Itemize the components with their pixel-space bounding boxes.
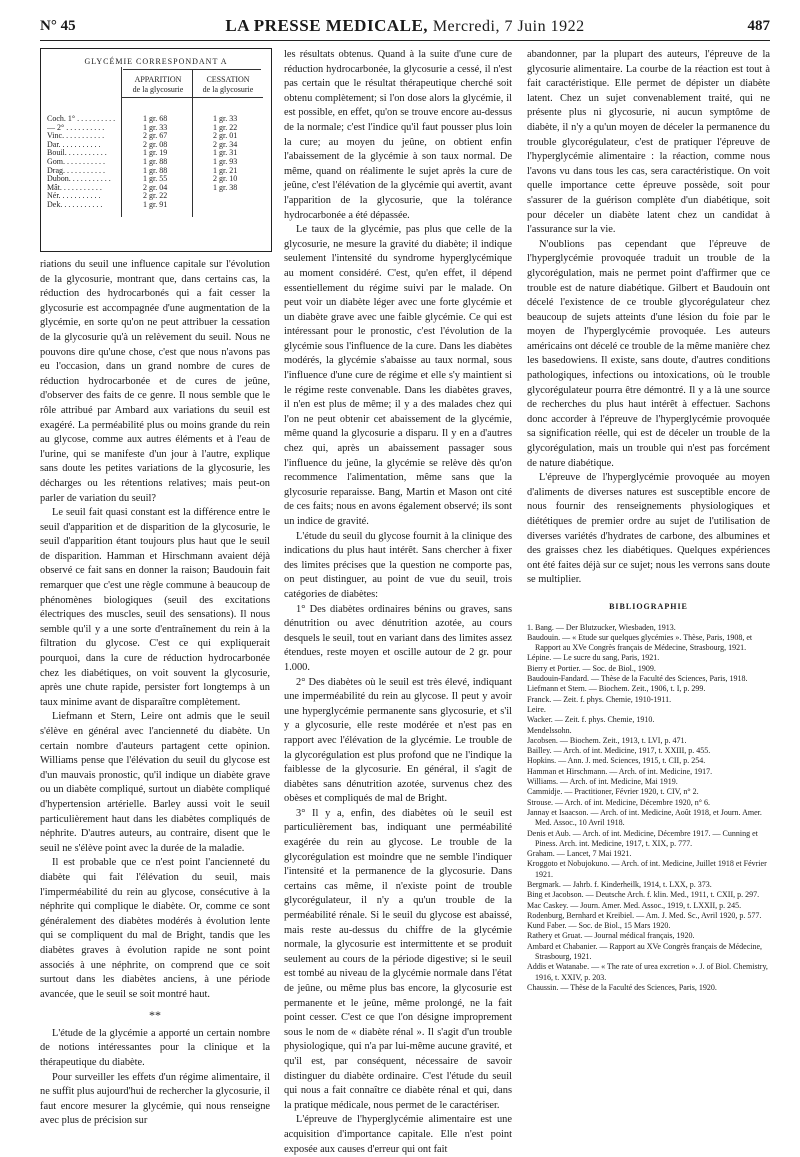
reference-item: Jacobsen. — Biochem. Zeit., 1913, t. LVI, p. 471. [527,735,687,745]
bibliography-title: BIBLIOGRAPHIE [609,601,688,611]
issue-number: N° 45 [40,18,76,34]
table-header-cessation: CESSATION de la glycosurie [202,75,254,94]
paragraph: L'épreuve de l'hyperglycémie alimentaire est une acquisition d'importance capitale. Elle n'est point exposée aux causes d'erreur qui ont fait [284,1114,512,1155]
patient-name: Bouil. . . . . . . . . . . [47,149,107,158]
paragraph: les résultats obtenus. Quand à la suite d'une cure de réduction hydrocarbonée, la glycosurie a cessé, il n'est pas certain que le résultat thérapeutique cherché soit obtenu complètement; si l'on dose alors la glycémie, il est possible, en effet, qu'on se trouve encore au-dessus de la normale; c'est l'indice qu'il faut pousser plus loin la cure; au moyen du jeûne, on obtient enfin l'abaissement de la glycémie à son taux normal. De même, quand on réalimente le sujet après la cure de jeûne, c'est l'élévation de la glycémie qui avertit, avant l'apparition de la glycosurie, que la tolérance hydrocarbonée a été dépassée. [284,49,512,221]
patient-name: Gom. . . . . . . . . . . [47,157,105,166]
cessation-value: 1 gr. 21 [213,165,238,175]
header-rule [40,40,770,41]
apparition-value: 1 gr. 19 [143,148,168,158]
reference-item: Graham. — Lancet, 7 Mai 1921. [527,849,632,859]
paragraph: Liefmann et Stern, Leire ont admis que le seuil s'élève en général avec l'ancienneté du diabète. Un certain nombre d'auteurs partagent cette opinion. Williams pense que l'élévation du seuil du glycose est d'un mauvais pronostic, qu'il indique un diabète grave ou un diabète compliqué, surtout un diabète compliqué d'hypertension artérielle. Barley aussi voit le seuil particulièrement haut dans les diabètes compliqués de néphrite. D'autres auteurs, au contraire, disent que le seuil ne s'élève point avec la durée de la maladie. [40,711,270,854]
paragraph: riations du seuil une influence capitale sur l'évolution de la glycosurie, montrant que, dans certains cas, la réduction des hydrocarbonés qui a fait cesser la glycosurie est accompagnée d'une augmentation de la glycémie, en sorte qu'on ne peut attribuer la cessation de la glycosurie qu'à un relèvement du seuil. Nous ne pouvons dire qu'une chose, c'est que nous n'avons pas eu l'occasion, dans un grand nombre de cures de réduction hydrocarbonée et de cures de jeûne, d'observer des faits de ce genre. Il nous semble que le rôle attribué par Ambard aux variations du seuil est exagéré. La perméabilité plus ou moins grande du rein au glycose, comme aux autres éléments et à l'eau de l'urine, qui se manifeste d'un jour à l'autre, explique sans doute les petites variations de la glycosurie, les décharges ou les rétentions relatives; mais peut-on parler de variation du seuil? [40,259,270,504]
paragraph: Le taux de la glycémie, pas plus que celle de la glycosurie, ne mesure la gravité du diabète; il indique seulement l'intensité du syndrome hyperglycémique au moment considéré. C'est, qu'en effet, il dépend essentiellement du régime suivi par le malade. On peut voir un diabète léger avec une forte glycémie et un diabète grave avec une faible glycémie. Ce qui est intéressant pour le pronostic, c'est l'évolution de la glycémie sous l'influence de la cure. Dans les diabètes modérés, la glycémie s'abaisse au taux normal, sous l'influence d'une cure de régime et elle s'y maintient si le régime reste convenable. Dans les diabètes graves, il n'en est plus de même; il y a des malades chez qui l'on ne peut obtenir cet abaissement de la glycémie, même quand la glycosurie a disparu. Il y en a d'autres chez qui, après un abaissement passager sous l'influence du jeûne, la glycémie se relève dès qu'on recommence l'alimentation, même sans que la glycosurie reparaisse. Bang, Martin et Mason ont cité de ces faits; nous en avons également observé; ils sont un indice de gravité. [284,224,512,527]
paragraph: 3° Il y a, enfin, des diabètes où le seuil est particulièrement bas, indiquant une perméabilité exagérée du rein au glycose. Le trouble de la glycorégulation est moindre que ne semble l'indiquer l'intensité et la permanence de la glycosurie. Dans certains cas même, il n'existe point de trouble glycorégulateur, il n'y a qu'un trouble de la perméabilité rénale. Si le seuil du glycose est abaissé, mais reste au-dessus du chiffre de la glycémie normale, la glycosurie est intermittente et se produit seulement au cours de la période digestive; si le seuil est tombé au niveau de la glycémie normale dans l'état de jeûne, ou même plus bas encore, la glycosurie est permanente et le jeûne, même prolongé, ne la fait point cesser. C'est ce que l'on désigne improprement sous le nom de « diabète rénal ». Il s'agit d'un trouble physiologique, qui n'a par lui-même aucune gravité, et qu'il est, par conséquent, nécessaire de savoir distinguer du diabète ordinaire. C'est l'étude du seuil qui nous a fait connaître ce diabète rénal et qui, dans la pratique médicale, nous permet de le caractériser. [284,807,512,1111]
cessation-value: 1 gr. 22 [213,122,238,132]
column-1 [40,258,270,1129]
cessation-value: 2 gr. 34 [213,139,238,149]
reference-item: Addis et Watanabe. — « The rate of urea excretion ». J. of Biol. Chemistry, 1916, t. XXIV, p. 203. [527,962,768,982]
page-header [40,13,770,39]
table-title: GLYCÉMIE CORRESPONDANT A [84,57,228,66]
reference-item: Jannay et Isaacson. — Arch. of int. Medicine, Août 1918, et Journ. Amer. Med. Assoc., 10 Avril 1918. [527,807,762,828]
reference-item: Bailley. — Arch. of int. Medicine, 1917, t. XXIII, p. 455. [527,746,711,756]
paragraph: L'étude du seuil du glycose fournit à la clinique des indications du plus haut intérêt. Sans chercher à fixer des limites précises que la question ne comporte pas, on peut distinguer, au point de vue du seuil, trois catégories de diabètes: [284,530,512,600]
patient-name: Dar. . . . . . . . . . . [47,140,101,149]
reference-item: Rathery et Gruat. — Journal médical français, 1920. [527,931,695,941]
cessation-value: 1 gr. 38 [213,182,238,192]
reference-item: Lépine. — Le sucre du sang, Paris, 1921. [527,653,660,663]
reference-item: Hopkins. — Ann. J. med. Sciences, 1915, t. CII, p. 254. [527,756,706,766]
table-row [47,201,267,210]
paragraph: 2° Des diabètes où le seuil est très élevé, indiquant une imperméabilité du rein au glycose. Il peut y avoir une hyperglycémie permanente sans glycosurie, et s'il y a glycosurie, elle reste modérée et n'est pas en rapport avec l'élévation de la glycémie. Le trouble de la glycorégulation est plus profond que ne l'indique la faiblesse de la glycosurie. En général, il s'agit de diabètes sans dénutrition azotée, survenus chez des obèses et compliqués de mal de Bright. [284,676,512,805]
section-separator: ** [149,1008,161,1023]
table-header-apparition: APPARITION de la glycosurie [132,75,184,94]
reference-item: Liefmann et Stern. — Biochem. Zeit., 1906, t. I, p. 299. [527,684,706,694]
apparition-value: 1 gr. 33 [143,122,168,132]
paragraph: abandonner, par la plupart des auteurs, l'épreuve de la glycosurie alimentaire. La courbe de la réaction est tout à fait caractéristique. Elle permet de dépister un diabète latent. Chez un sujet convenablement traité, qui ne présente plus ni glycosurie, ni aucun symptôme de diabète, il n'y a qu'un moyen de déceler la permanence du trouble glycorégulateur, c'est de pratiquer l'épreuve de l'hyperglycémie alimentaire : la réaction, comme nous l'avons vu dans tous les cas, sera caractéristique. On voit quelle importance cette épreuve possède, soit pour s'assurer de la guérison complète d'un diabétique, soit pour déceler un diabète latent chez un candidat à l'assurance sur la vie. [527,49,770,236]
reference-item: Hamman et Hirschmann. — Arch. of int. Medicine, 1917. [527,766,713,776]
reference-item: Rodenburg, Bernhard et Kreibiel. — Am. J. Med. Sc., Avril 1920, p. 577. [527,910,762,920]
paragraph: N'oublions pas cependant que l'épreuve de l'hyperglycémie provoquée traduit un trouble de la glycorégulation, mais ne permet point d'affirmer que ce trouble est de nature diabétique. Gilbert et Baudouin ont décelé l'existence de ce trouble glycorégulateur chez beaucoup de sujets atteints d'une lésion du foie par le moyen de l'hyperglycémie provoquée. Les auteurs américains ont décelé ce trouble de la même manière chez les basedowiens. Il existe, sans doute, d'autres conditions pathologiques, infections ou intoxications, où le trouble glycorégulateur pourra être démontré. Il y a là une source de recherches du plus haut intérêt à effectuer. Sachons donc accorder à l'épreuve de l'hyperglycémie provoquée sa signification réelle, qui est de déceler un trouble de la glycorégulation, mais un trouble qui n'est pas forcément de nature diabétique. [527,238,770,469]
journal-name: LA PRESSE MEDICALE, [225,16,429,35]
patient-name: Nér. . . . . . . . . . . [47,192,101,201]
apparition-value: 1 gr. 91 [143,199,168,209]
cessation-value: 2 gr. 01 [213,131,238,141]
cessation-value: 1 gr. 93 [213,156,238,166]
reference-item: Bing et Jacobson. — Deutsche Arch. f. klin. Med., 1911, t. CXII, p. 297. [527,890,760,900]
patient-name: Dubon. . . . . . . . . . . [47,175,111,184]
cessation-value: 2 gr. 10 [213,174,238,184]
reference-item: Leire. [527,704,546,714]
patient-name: Mât. . . . . . . . . . . [47,183,102,192]
glycemia-table [40,48,272,252]
paragraph: Pour surveiller les effets d'un régime alimentaire, il ne suffit plus aujourd'hui de rechercher la glycosurie, il faut encore mesurer la glycémie, qui nous renseigne avec plus de précision sur [40,1071,270,1127]
apparition-value: 1 gr. 88 [143,165,168,175]
apparition-value: 2 gr. 67 [143,131,168,141]
bibliography [527,623,770,994]
reference-item: Mac Caskey. — Journ. Amer. Med. Assoc., 1919, t. LXXII, p. 245. [527,900,742,910]
reference-item: Williams. — Arch. of int. Medicine, Mai 1919. [527,777,678,787]
apparition-value: 2 gr. 22 [143,191,168,201]
issue-date: Mercredi, 7 Juin 1922 [432,18,585,35]
apparition-value: 1 gr. 68 [143,114,168,123]
patient-name: Drag. . . . . . . . . . . [47,166,105,175]
reference-item: Cammidje. — Practitioner, Février 1920, t. CIV, n° 2. [527,787,699,797]
paragraph: 1° Des diabètes ordinaires bénins ou graves, sans dénutrition ou avec dénutrition azotée, au cours desquels le seuil, tout en variant dans des limites assez étendues, reste moyen et oscille autour de 2 gr. pour 1.000. [284,603,512,673]
reference-item: Bierry et Portier. — Soc. de Biol., 1909. [527,663,656,673]
column-2 [284,48,512,1157]
reference-item: Denis et Aub. — Arch. of int. Medicine, Décembre 1917. — Cunning et Piness. Arch. int. Medicine, 1917, t. XIX, p. 777. [527,828,758,848]
paragraph: Il est probable que ce n'est point l'ancienneté du diabète qui fait l'élévation du seuil, mais l'imperméabilité du rein au glycose, consécutive à la néphrite qui complique le diabète. Or, comme ce sont généralement des diabètes modérés à évolution lente qui se compliquent du mal de Bright, tandis que les diabètes graves à évolution rapide ne sont point associés à une néphrite, on comprend que ce soit surtout dans les diabètes anciens, à une période avancée, que le seuil se soit montré haut. [40,857,270,1000]
reference-item: Chaussin. — Thèse de la Faculté des Sciences, Paris, 1920. [527,982,717,992]
reference-item: Bergmark. — Jahrb. f. Kinderheilk, 1914, t. LXX, p. 373. [527,879,712,889]
reference-item: Baudouin. — « Etude sur quelques glycémies ». Thèse, Paris, 1908, et Rapport au XVe Congrès français de Médecine, Strasbourg, 1921. [527,632,753,653]
reference-item: Baudouin-Fandard. — Thèse de la Faculté des Sciences, Paris, 1918. [527,674,748,684]
apparition-value: 2 gr. 04 [143,182,168,192]
column-3 [527,48,770,993]
apparition-value: 2 gr. 08 [143,139,168,149]
page-number: 487 [747,18,770,34]
table-body [47,115,267,210]
reference-item: 1. Bang. — Der Blutzucker, Wiesbaden, 1913. [527,622,676,632]
reference-item: Kroggoto et Nobujokuno. — Arch. of int. Medicine, Juillet 1918 et Février 1921. [527,859,767,879]
reference-item: Kund Faber. — Soc. de Biol., 15 Mars 1920. [527,921,671,931]
paragraph: L'épreuve de l'hyperglycémie provoquée au moyen d'aliments de diverses natures est susceptible encore de nous fournir des renseignements physiologiques et diététiques de premier ordre au sujet de l'utilisation de diverses variétés d'hydrates de carbone, des albumines et des graisses chez les diabétiques. Quelques expériences ont été faites déjà sur ce sujet; nous les verrons sans doute se multiplier. [527,472,770,586]
reference-item: Mendelssohn. [527,725,572,735]
cessation-value: 1 gr. 33 [213,114,238,123]
patient-name: Coch. 1° . . . . . . . . . . [47,115,116,123]
cessation-value: 1 gr. 31 [213,148,238,158]
paragraph: Le seuil fait quasi constant est la différence entre le seuil d'apparition et de disparition de la glycosurie, le seuil d'apparition étant toujours plus haut que le seuil de disparition. Hamman et Hirschmann avaient déjà observé ce fait sans en donner la raison; Baudouin fait remarquer que c'est une règle commune à beaucoup de phénomènes biologiques (seuil des excitations électriques des muscles, seuil des sensations). Il nous semble qu'il y a une sorte d'entraînement du rein à la filtration du glycose. C'est ce qui expliquerait pourquoi, dans la cure de réduction hydrocarbonée chez les diabétiques, on voit souvent la glycosurie, après une chute rapide, persister fort longtemps à un taux minime avant de disparaître complètement. [40,507,270,708]
paragraph: L'étude de la glycémie a apporté un certain nombre de notions intéressantes pour la clinique et la thérapeutique du diabète. [40,1027,270,1069]
apparition-value: 1 gr. 88 [143,156,168,166]
patient-name: Vinc. . . . . . . . . . . [47,132,105,141]
apparition-value: 1 gr. 55 [143,174,168,184]
reference-item: Strouse. — Arch. of int. Medicine, Décembre 1920, n° 6. [527,797,710,807]
table-divider [121,97,263,98]
patient-name: — 2° . . . . . . . . . . [47,123,105,132]
reference-item: Franck. — Zeit. f. phys. Chemie, 1910-1911. [527,694,672,704]
reference-item: Wacker. — Zeit. f. phys. Chemie, 1910. [527,715,655,725]
reference-item: Ambard et Chabanier. — Rapport au XVe Congrès français de Médecine, Strasbourg, 1921. [527,941,763,962]
journal-title [40,16,770,36]
patient-name: Dek. . . . . . . . . . . [47,200,103,209]
